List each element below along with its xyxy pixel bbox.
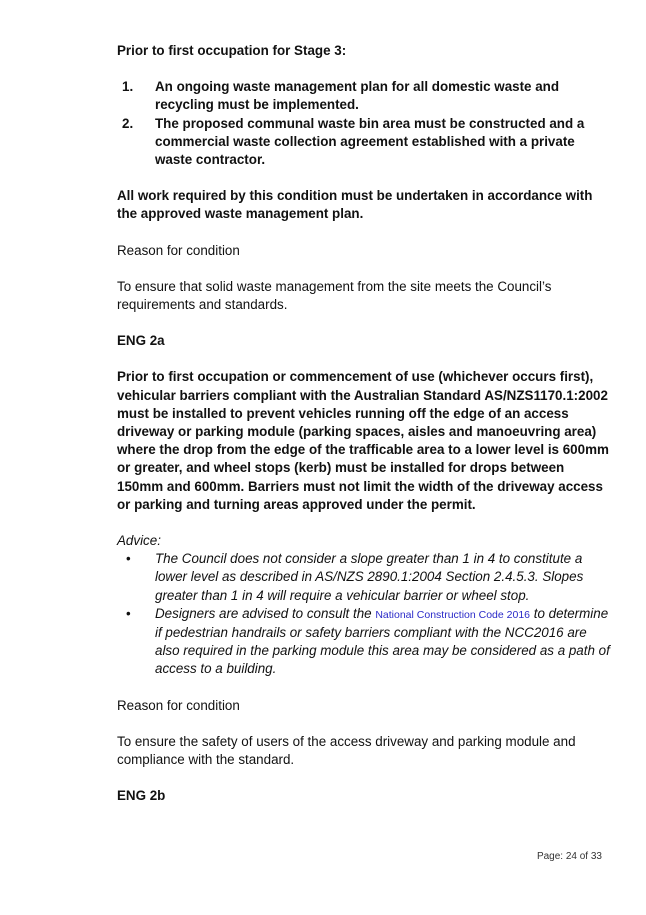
- stage3-reason: To ensure that solid waste management from the site meets the Council’s requirements and standards.: [117, 278, 552, 313]
- advice-text: Designers are advised to consult the: [155, 605, 376, 621]
- stage3-condition: All work required by this condition must be undertaken in accordance with the approved waste management plan.: [117, 188, 593, 222]
- list-number: 1.: [122, 79, 134, 95]
- bullet-icon: •: [126, 551, 131, 567]
- ncc-2016-link[interactable]: National Construction Code 2016: [375, 608, 531, 621]
- list-item-text: The proposed communal waste bin area must be constructed and a commercial waste collection agreement established with a private waste contractor.: [155, 115, 585, 168]
- document-page: [117, 42, 612, 806]
- list-item: [117, 78, 612, 114]
- eng2b-heading: ENG 2b: [117, 788, 166, 804]
- list-item: [117, 605, 612, 679]
- stage3-heading: Prior to first occupation for Stage 3:: [117, 43, 347, 58]
- list-item-text: An ongoing waste management plan for all domestic waste and recycling must be implemented.: [155, 79, 560, 113]
- list-item: [117, 550, 612, 605]
- page-number: Page: 24 of 33: [536, 851, 602, 862]
- list-number: 2.: [122, 115, 134, 131]
- eng2a-heading: ENG 2a: [117, 333, 165, 349]
- stage3-reason-heading: Reason for condition: [117, 242, 240, 258]
- stage3-requirements-list: [117, 78, 612, 169]
- advice-text: to determine if pedestrian handrails or safety barriers compliant with the NCC2016 are also required in the parking module this area may be considered as a path of access to a building.: [155, 605, 610, 677]
- eng2a-condition: Prior to first occupation or commencement of use (whichever occurs first), vehicular barriers compliant with the Australian Standard AS/NZS1170.1:2002 must be installed to prevent vehicles running off the edge of an access driveway or parking module (parking spaces, aisles and manoeuvring area) where the drop from the edge of the trafficable area to a lower level is 600mm or greater, and wheel stops (kerb) must be installed for drops between 150mm and 600mm. Barriers must not limit the width of the driveway access or parking and turning areas approved under the permit.: [117, 369, 609, 512]
- eng2a-reason-heading: Reason for condition: [117, 697, 240, 713]
- advice-list: [117, 550, 612, 678]
- advice-heading: Advice:: [117, 533, 161, 549]
- eng2a-reason: To ensure the safety of users of the access driveway and parking module and compliance with the standard.: [117, 733, 576, 768]
- bullet-icon: •: [126, 605, 131, 621]
- list-item: [117, 115, 612, 170]
- advice-text: The Council does not consider a slope greater than 1 in 4 to constitute a lower level as described in AS/NZS 2890.1:2004 Section 2.4.5.3. Slopes greater than 1 in 4 will require a vehicular barrier or wheel stop.: [155, 551, 584, 603]
